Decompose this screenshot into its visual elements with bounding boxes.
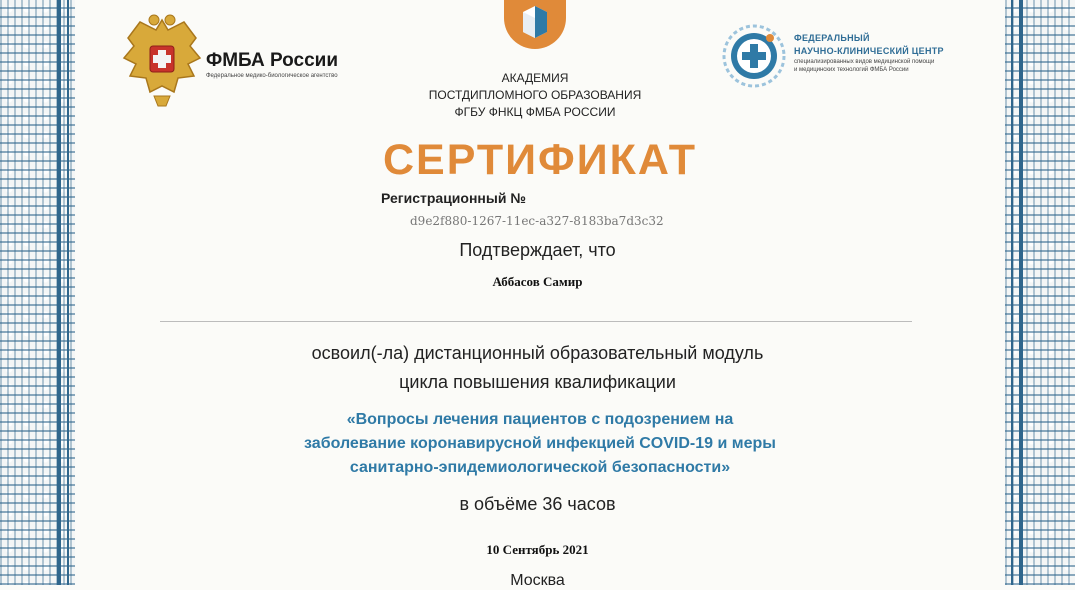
cycle-text: цикла повышения квалификации — [399, 372, 676, 392]
center-line1: ФЕДЕРАЛЬНЫЙ — [794, 33, 870, 43]
eagle-emblem-icon — [120, 12, 204, 108]
fmba-title: ФМБА России — [206, 50, 339, 71]
mastered-text: освоил(-ла) дистанционный образовательный модуль — [311, 343, 764, 363]
center-name — [794, 32, 994, 74]
center-line2: НАУЧНО-КЛИНИЧЕСКИЙ ЦЕНТР — [794, 46, 944, 56]
issue-city: Москва — [510, 572, 565, 589]
recipient-name: Аббасов Самир — [492, 274, 583, 289]
fmba-logo — [120, 12, 350, 112]
divider — [160, 321, 912, 322]
hours-text: в объёме 36 часов — [459, 494, 616, 514]
course-title — [220, 408, 860, 480]
registration-number: d9e2f880-1267-11ec-a327-8183ba7d3c32 — [410, 214, 664, 228]
confirms-text: Подтверждает, что — [459, 240, 616, 260]
academy-line3: ФГБУ ФНКЦ ФМБА РОССИИ — [454, 105, 616, 119]
academy-line1: АКАДЕМИЯ — [501, 71, 569, 85]
center-line4: и медицинских технологий ФМБА России — [794, 67, 909, 73]
academy-line2: ПОСТДИПЛОМНОГО ОБРАЗОВАНИЯ — [428, 88, 642, 102]
medical-cross-logo-icon — [722, 24, 786, 88]
course-line2: заболевание коронавирусной инфекцией COVID-19 и меры — [304, 435, 776, 452]
fmba-subtitle: Федеральное медико-биологическое агентство — [206, 73, 338, 79]
course-line1: «Вопросы лечения пациентов с подозрением на — [346, 411, 734, 428]
certificate-title: СЕРТИФИКАТ — [382, 136, 698, 184]
academy-logo-icon — [502, 0, 568, 52]
center-line3: специализированных видов медицинской помощи — [794, 59, 935, 65]
registration-label: Регистрационный № — [381, 190, 526, 206]
issue-date: 10 Сентябрь 2021 — [486, 542, 589, 557]
academy-name — [380, 70, 690, 121]
course-line3: санитарно-эпидемиологической безопасности» — [349, 459, 731, 476]
